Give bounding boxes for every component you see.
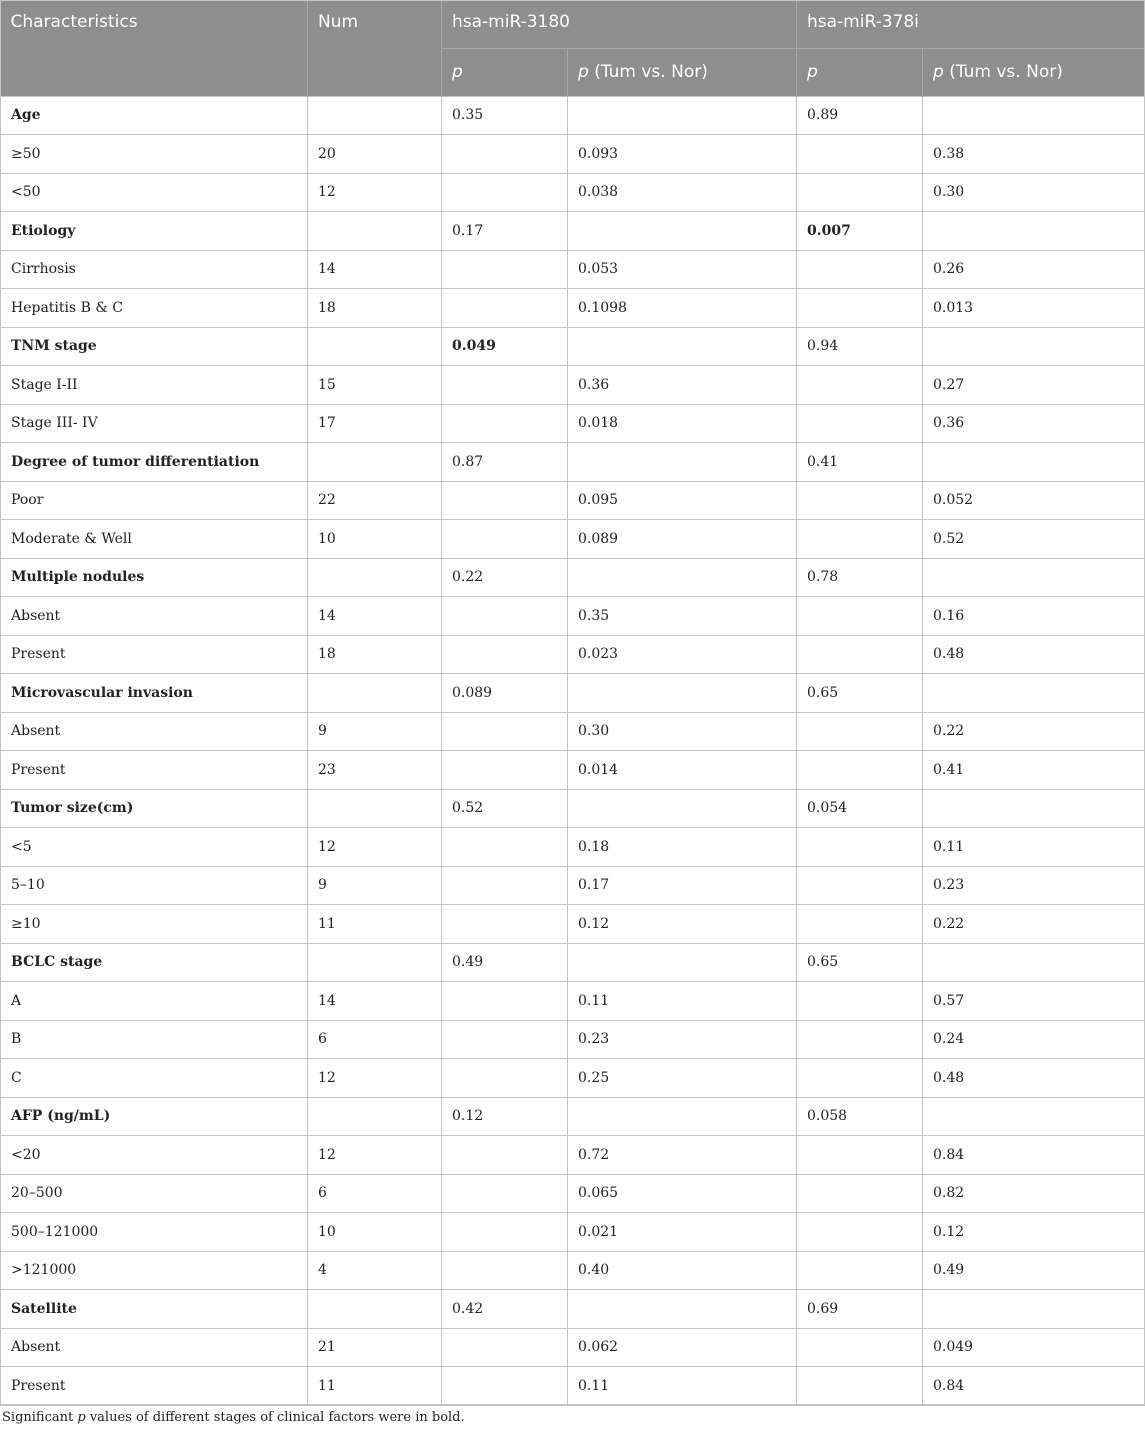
cell-p-tum-mir-3180: [568, 443, 797, 482]
cell-p-tum-mir-378i: 0.24: [923, 1020, 1145, 1059]
cell-p-mir-3180: [442, 135, 568, 174]
cell-p-mir-3180: 0.42: [442, 1290, 568, 1329]
cell-characteristic: ≥10: [1, 905, 308, 944]
table-group-row: [1, 212, 1145, 251]
table-row: [1, 905, 1145, 944]
cell-p-mir-3180: [442, 250, 568, 289]
cell-num: [308, 1097, 442, 1136]
header-mir-3180: hsa-miR-3180: [442, 0, 797, 48]
cell-p-tum-mir-378i: 0.84: [923, 1367, 1145, 1406]
cell-p-tum-mir-3180: 0.35: [568, 597, 797, 636]
cell-p-tum-mir-378i: 0.57: [923, 982, 1145, 1021]
cell-p-mir-378i: [797, 751, 923, 790]
cell-characteristic: <50: [1, 173, 308, 212]
cell-characteristic: >121000: [1, 1251, 308, 1290]
cell-p-mir-3180: [442, 635, 568, 674]
table-row: [1, 1251, 1145, 1290]
cell-characteristic: BCLC stage: [1, 943, 308, 982]
cell-characteristic: Age: [1, 96, 308, 135]
cell-num: [308, 212, 442, 251]
cell-characteristic: Poor: [1, 481, 308, 520]
cell-p-mir-3180: [442, 597, 568, 636]
cell-p-mir-3180: [442, 1367, 568, 1406]
cell-p-mir-3180: [442, 828, 568, 867]
cell-p-tum-mir-378i: [923, 674, 1145, 713]
cell-num: 10: [308, 1213, 442, 1252]
cell-characteristic: AFP (ng/mL): [1, 1097, 308, 1136]
header-p-tum-mir-378i: [923, 48, 1145, 96]
table-row: [1, 751, 1145, 790]
cell-p-tum-mir-3180: 0.062: [568, 1328, 797, 1367]
table-row: [1, 173, 1145, 212]
cell-characteristic: Stage III- IV: [1, 404, 308, 443]
cell-p-mir-3180: 0.49: [442, 943, 568, 982]
cell-p-tum-mir-378i: 0.84: [923, 1136, 1145, 1175]
cell-p-tum-mir-3180: [568, 96, 797, 135]
cell-num: 21: [308, 1328, 442, 1367]
cell-p-mir-378i: [797, 1251, 923, 1290]
cell-p-mir-378i: 0.94: [797, 327, 923, 366]
table-row: [1, 828, 1145, 867]
cell-p-tum-mir-378i: 0.049: [923, 1328, 1145, 1367]
p-symbol: p: [933, 61, 944, 82]
cell-p-mir-3180: [442, 404, 568, 443]
cell-p-mir-3180: 0.049: [442, 327, 568, 366]
cell-characteristic: Cirrhosis: [1, 250, 308, 289]
cell-p-mir-3180: [442, 1136, 568, 1175]
footnote-pre: Significant: [2, 1410, 78, 1425]
cell-p-tum-mir-378i: [923, 789, 1145, 828]
cell-p-tum-mir-3180: 0.1098: [568, 289, 797, 328]
table-row: [1, 250, 1145, 289]
cell-characteristic: Stage I-II: [1, 366, 308, 405]
cell-p-tum-mir-3180: 0.30: [568, 712, 797, 751]
cell-p-tum-mir-378i: 0.36: [923, 404, 1145, 443]
cell-p-tum-mir-3180: [568, 1097, 797, 1136]
cell-characteristic: <20: [1, 1136, 308, 1175]
cell-num: 6: [308, 1174, 442, 1213]
table-group-row: [1, 96, 1145, 135]
cell-p-mir-3180: [442, 712, 568, 751]
cell-num: 23: [308, 751, 442, 790]
cell-p-tum-mir-3180: 0.17: [568, 866, 797, 905]
cell-p-mir-378i: 0.65: [797, 943, 923, 982]
cell-p-mir-3180: 0.35: [442, 96, 568, 135]
cell-p-tum-mir-3180: 0.038: [568, 173, 797, 212]
cell-characteristic: Present: [1, 1367, 308, 1406]
cell-characteristic: Etiology: [1, 212, 308, 251]
footnote-post: values of different stages of clinical factors were in bold.: [85, 1410, 465, 1425]
cell-p-tum-mir-3180: 0.089: [568, 520, 797, 559]
table-group-row: [1, 943, 1145, 982]
header-mir-378i: hsa-miR-378i: [797, 0, 1145, 48]
cell-p-tum-mir-378i: [923, 558, 1145, 597]
cell-p-mir-378i: [797, 1174, 923, 1213]
cell-characteristic: Tumor size(cm): [1, 789, 308, 828]
cell-p-tum-mir-378i: 0.48: [923, 635, 1145, 674]
cell-p-mir-3180: [442, 982, 568, 1021]
cell-p-tum-mir-3180: 0.095: [568, 481, 797, 520]
cell-num: 6: [308, 1020, 442, 1059]
cell-p-tum-mir-378i: 0.30: [923, 173, 1145, 212]
cell-p-tum-mir-3180: 0.12: [568, 905, 797, 944]
cell-p-mir-3180: [442, 481, 568, 520]
table-group-row: [1, 789, 1145, 828]
cell-p-tum-mir-378i: 0.16: [923, 597, 1145, 636]
table-header: [1, 0, 1145, 96]
cell-p-mir-378i: 0.054: [797, 789, 923, 828]
cell-p-tum-mir-3180: [568, 674, 797, 713]
cell-p-tum-mir-3180: 0.11: [568, 1367, 797, 1406]
cell-p-mir-3180: 0.089: [442, 674, 568, 713]
cell-p-mir-378i: 0.65: [797, 674, 923, 713]
cell-p-tum-mir-378i: [923, 1097, 1145, 1136]
cell-p-tum-mir-378i: [923, 327, 1145, 366]
cell-num: [308, 1290, 442, 1329]
cell-p-mir-378i: [797, 366, 923, 405]
cell-p-mir-3180: [442, 366, 568, 405]
cell-p-mir-378i: [797, 982, 923, 1021]
cell-num: 14: [308, 982, 442, 1021]
p-symbol: p: [452, 61, 463, 82]
cell-p-tum-mir-378i: 0.23: [923, 866, 1145, 905]
table-group-row: [1, 558, 1145, 597]
cell-num: 10: [308, 520, 442, 559]
cell-characteristic: Moderate & Well: [1, 520, 308, 559]
table-row: [1, 597, 1145, 636]
cell-p-tum-mir-3180: 0.72: [568, 1136, 797, 1175]
cell-num: [308, 943, 442, 982]
cell-characteristic: Absent: [1, 597, 308, 636]
cell-p-mir-3180: [442, 1213, 568, 1252]
cell-p-tum-mir-3180: 0.23: [568, 1020, 797, 1059]
cell-p-mir-378i: 0.058: [797, 1097, 923, 1136]
cell-num: 14: [308, 250, 442, 289]
table-row: [1, 635, 1145, 674]
cell-p-mir-3180: [442, 1251, 568, 1290]
cell-p-mir-378i: [797, 481, 923, 520]
cell-num: [308, 789, 442, 828]
cell-characteristic: C: [1, 1059, 308, 1098]
cell-p-tum-mir-3180: 0.065: [568, 1174, 797, 1213]
cell-characteristic: B: [1, 1020, 308, 1059]
cell-num: 9: [308, 712, 442, 751]
cell-p-mir-3180: 0.52: [442, 789, 568, 828]
table-group-row: [1, 1097, 1145, 1136]
cell-p-mir-378i: [797, 905, 923, 944]
cell-p-tum-mir-378i: 0.11: [923, 828, 1145, 867]
cell-p-tum-mir-378i: 0.12: [923, 1213, 1145, 1252]
cell-p-mir-378i: 0.41: [797, 443, 923, 482]
cell-characteristic: A: [1, 982, 308, 1021]
cell-p-mir-378i: [797, 635, 923, 674]
cell-characteristic: Degree of tumor differentiation: [1, 443, 308, 482]
cell-p-mir-378i: [797, 289, 923, 328]
cell-p-tum-mir-3180: 0.018: [568, 404, 797, 443]
cell-p-tum-mir-3180: 0.093: [568, 135, 797, 174]
cell-num: 17: [308, 404, 442, 443]
cell-p-tum-mir-378i: 0.82: [923, 1174, 1145, 1213]
cell-characteristic: 5–10: [1, 866, 308, 905]
cell-characteristic: Present: [1, 751, 308, 790]
cell-p-tum-mir-3180: 0.36: [568, 366, 797, 405]
cell-num: [308, 558, 442, 597]
cell-p-tum-mir-3180: 0.18: [568, 828, 797, 867]
cell-p-tum-mir-378i: 0.41: [923, 751, 1145, 790]
header-p-mir-3180: [442, 48, 568, 96]
cell-p-tum-mir-3180: [568, 943, 797, 982]
cell-p-tum-mir-378i: [923, 96, 1145, 135]
cell-p-tum-mir-3180: [568, 327, 797, 366]
cell-p-tum-mir-378i: [923, 1290, 1145, 1329]
cell-p-tum-mir-3180: [568, 1290, 797, 1329]
cell-characteristic: 500–121000: [1, 1213, 308, 1252]
cell-characteristic: Multiple nodules: [1, 558, 308, 597]
table-row: [1, 135, 1145, 174]
cell-p-mir-378i: [797, 1328, 923, 1367]
cell-p-mir-3180: 0.12: [442, 1097, 568, 1136]
cell-p-tum-mir-378i: 0.49: [923, 1251, 1145, 1290]
table-row: [1, 866, 1145, 905]
table-row: [1, 520, 1145, 559]
cell-p-tum-mir-3180: 0.014: [568, 751, 797, 790]
cell-p-tum-mir-3180: 0.25: [568, 1059, 797, 1098]
table-row: [1, 366, 1145, 405]
cell-p-tum-mir-378i: 0.052: [923, 481, 1145, 520]
cell-p-mir-378i: [797, 1020, 923, 1059]
cell-num: 12: [308, 1136, 442, 1175]
footnote-p-symbol: p: [77, 1410, 86, 1425]
cell-characteristic: <5: [1, 828, 308, 867]
cell-num: 4: [308, 1251, 442, 1290]
table-body: [1, 96, 1145, 1405]
cell-num: 20: [308, 135, 442, 174]
cell-num: 18: [308, 635, 442, 674]
p-symbol: p: [578, 61, 589, 82]
cell-p-mir-3180: [442, 1328, 568, 1367]
cell-p-mir-378i: [797, 135, 923, 174]
cell-p-mir-3180: 0.17: [442, 212, 568, 251]
cell-p-tum-mir-3180: [568, 212, 797, 251]
cell-p-tum-mir-378i: [923, 443, 1145, 482]
cell-characteristic: Absent: [1, 712, 308, 751]
table-footnote: [2, 1410, 465, 1425]
cell-p-mir-3180: [442, 751, 568, 790]
tum-vs-nor-label: (Tum vs. Nor): [943, 61, 1063, 82]
cell-characteristic: ≥50: [1, 135, 308, 174]
cell-characteristic: Satellite: [1, 1290, 308, 1329]
cell-p-mir-3180: [442, 1174, 568, 1213]
tum-vs-nor-label: (Tum vs. Nor): [588, 61, 708, 82]
cell-characteristic: Microvascular invasion: [1, 674, 308, 713]
cell-characteristic: Absent: [1, 1328, 308, 1367]
cell-p-tum-mir-3180: 0.021: [568, 1213, 797, 1252]
table-row: [1, 1367, 1145, 1406]
cell-num: 18: [308, 289, 442, 328]
header-p-mir-378i: [797, 48, 923, 96]
cell-p-tum-mir-3180: [568, 558, 797, 597]
table-group-row: [1, 327, 1145, 366]
table-row: [1, 1136, 1145, 1175]
cell-p-mir-378i: [797, 828, 923, 867]
cell-p-mir-3180: [442, 520, 568, 559]
table-row: [1, 712, 1145, 751]
cell-p-tum-mir-378i: [923, 943, 1145, 982]
table-row: [1, 404, 1145, 443]
cell-p-mir-378i: [797, 866, 923, 905]
cell-p-mir-378i: 0.007: [797, 212, 923, 251]
cell-p-tum-mir-378i: 0.22: [923, 905, 1145, 944]
cell-p-tum-mir-378i: 0.48: [923, 1059, 1145, 1098]
cell-p-mir-378i: [797, 712, 923, 751]
cell-p-tum-mir-378i: [923, 212, 1145, 251]
cell-num: 12: [308, 1059, 442, 1098]
cell-p-mir-3180: 0.87: [442, 443, 568, 482]
cell-p-mir-3180: [442, 289, 568, 328]
cell-p-tum-mir-3180: 0.40: [568, 1251, 797, 1290]
cell-num: 15: [308, 366, 442, 405]
cell-p-mir-378i: [797, 1059, 923, 1098]
cell-p-mir-378i: [797, 404, 923, 443]
cell-p-tum-mir-3180: 0.023: [568, 635, 797, 674]
cell-num: 12: [308, 173, 442, 212]
cell-p-tum-mir-3180: [568, 789, 797, 828]
cell-characteristic: Present: [1, 635, 308, 674]
cell-characteristic: 20–500: [1, 1174, 308, 1213]
table-row: [1, 289, 1145, 328]
cell-p-mir-3180: [442, 1020, 568, 1059]
table-row: [1, 1213, 1145, 1252]
cell-num: 22: [308, 481, 442, 520]
cell-p-mir-378i: [797, 1213, 923, 1252]
cell-p-tum-mir-378i: 0.22: [923, 712, 1145, 751]
cell-num: [308, 674, 442, 713]
cell-p-mir-378i: [797, 250, 923, 289]
cell-characteristic: TNM stage: [1, 327, 308, 366]
cell-p-tum-mir-378i: 0.52: [923, 520, 1145, 559]
cell-num: [308, 327, 442, 366]
p-symbol: p: [807, 61, 818, 82]
cell-num: [308, 96, 442, 135]
cell-p-mir-378i: 0.69: [797, 1290, 923, 1329]
cell-p-tum-mir-3180: 0.11: [568, 982, 797, 1021]
cell-p-mir-3180: [442, 1059, 568, 1098]
cell-p-mir-378i: 0.78: [797, 558, 923, 597]
cell-p-mir-378i: [797, 173, 923, 212]
cell-p-tum-mir-3180: 0.053: [568, 250, 797, 289]
table-group-row: [1, 674, 1145, 713]
cell-p-tum-mir-378i: 0.26: [923, 250, 1145, 289]
cell-characteristic: Hepatitis B & C: [1, 289, 308, 328]
header-num: Num: [308, 0, 442, 96]
cell-num: 9: [308, 866, 442, 905]
cell-num: 11: [308, 905, 442, 944]
table-row: [1, 982, 1145, 1021]
header-characteristics: Characteristics: [1, 0, 308, 96]
header-p-tum-mir-3180: [568, 48, 797, 96]
cell-p-mir-3180: 0.22: [442, 558, 568, 597]
cell-p-tum-mir-378i: 0.38: [923, 135, 1145, 174]
table-row: [1, 1328, 1145, 1367]
cell-p-mir-378i: [797, 520, 923, 559]
cell-p-mir-3180: [442, 905, 568, 944]
table-group-row: [1, 443, 1145, 482]
table-row: [1, 1174, 1145, 1213]
table-row: [1, 481, 1145, 520]
table-row: [1, 1059, 1145, 1098]
cell-num: 12: [308, 828, 442, 867]
table-row: [1, 1020, 1145, 1059]
cell-num: [308, 443, 442, 482]
cell-p-tum-mir-378i: 0.013: [923, 289, 1145, 328]
cell-p-tum-mir-378i: 0.27: [923, 366, 1145, 405]
table-group-row: [1, 1290, 1145, 1329]
cell-num: 11: [308, 1367, 442, 1406]
cell-num: 14: [308, 597, 442, 636]
cell-p-mir-378i: 0.89: [797, 96, 923, 135]
cell-p-mir-378i: [797, 1136, 923, 1175]
cell-p-mir-3180: [442, 173, 568, 212]
cell-p-mir-378i: [797, 1367, 923, 1406]
cell-p-mir-378i: [797, 597, 923, 636]
cell-p-mir-3180: [442, 866, 568, 905]
